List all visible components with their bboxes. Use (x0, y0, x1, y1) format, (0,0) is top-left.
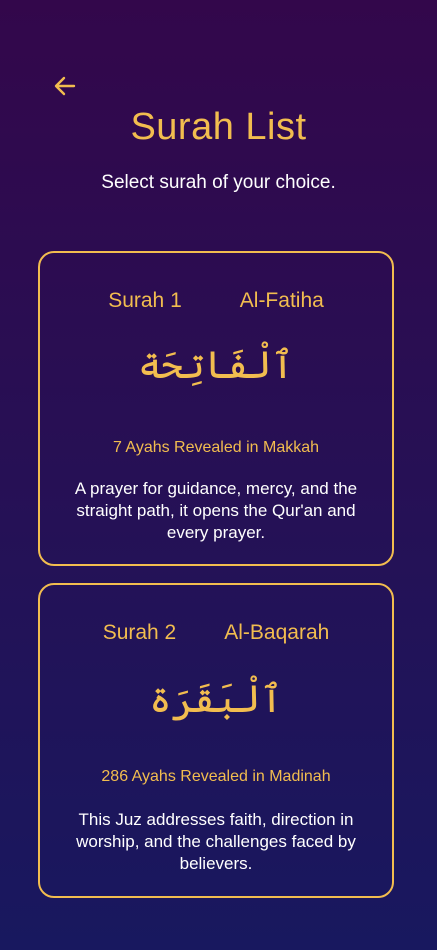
surah-ayah-info: 286 Ayahs Revealed in Madinah (101, 768, 331, 785)
back-button[interactable] (52, 74, 78, 98)
surah-card-header (40, 621, 392, 645)
page-title: Surah List (130, 106, 307, 148)
surah-arabic-name: ٱلْبَقَرَة (149, 677, 283, 721)
surah-description: A prayer for guidance, mercy, and the straight path, it opens the Qur'an and every prayer. (74, 479, 358, 542)
page-subtitle: Select surah of your choice. (101, 172, 336, 193)
surah-ayah-info: 7 Ayahs Revealed in Makkah (112, 439, 320, 456)
surah-card-al-baqarah[interactable] (38, 583, 394, 898)
surah-arabic-name: ٱلْفَاتِحَة (138, 343, 294, 387)
surah-description: This Juz addresses faith, direction in worship, and the challenges faced by believers. (76, 810, 356, 873)
surah-number: Surah 2 (102, 621, 177, 644)
surah-name: Al-Baqarah (224, 621, 330, 644)
surah-card-al-fatiha[interactable] (38, 251, 394, 566)
surah-card-header (40, 289, 392, 313)
surah-name: Al-Fatiha (239, 289, 324, 312)
surah-number: Surah 1 (108, 289, 182, 312)
arrow-left-icon (54, 76, 76, 96)
